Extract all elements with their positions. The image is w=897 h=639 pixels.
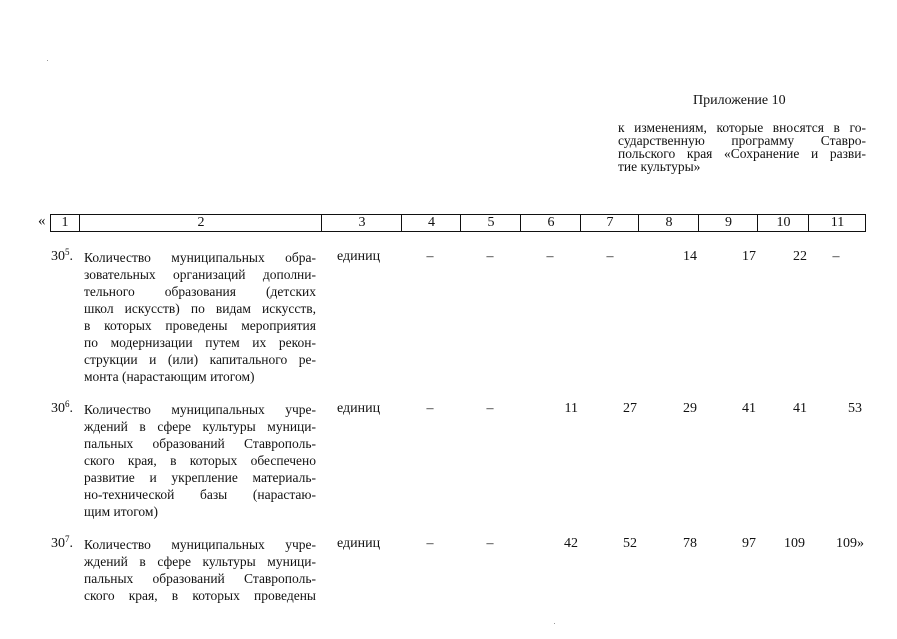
cell-value: 22 bbox=[793, 249, 807, 264]
column-header-9: 9 bbox=[698, 215, 758, 231]
cell-value: – bbox=[606, 249, 614, 264]
row-number-dot: . bbox=[69, 401, 73, 416]
description-line: ждений в сфере культуры муници- bbox=[84, 419, 316, 434]
row-number-base: 30 bbox=[51, 536, 65, 551]
cell-value: 41 bbox=[742, 401, 756, 416]
row-number-dot: . bbox=[69, 536, 73, 551]
description-line: зовательных организаций дополни- bbox=[84, 267, 316, 282]
subtitle-line: тие культуры» bbox=[618, 159, 701, 174]
row-description bbox=[84, 401, 316, 520]
row-description bbox=[84, 536, 316, 604]
column-header-3: 3 bbox=[321, 215, 402, 231]
cell-value: 27 bbox=[623, 401, 637, 416]
cell-value: – bbox=[832, 249, 840, 264]
cell-value: 53 bbox=[848, 401, 862, 416]
cell-value: 11 bbox=[564, 401, 578, 416]
scan-speck bbox=[554, 623, 555, 624]
column-header-4: 4 bbox=[401, 215, 461, 231]
column-header-7: 7 bbox=[580, 215, 639, 231]
cell-value: 109 bbox=[784, 536, 805, 551]
cell-value: – bbox=[546, 249, 554, 264]
row-unit: единиц bbox=[337, 249, 381, 264]
cell-value: 17 bbox=[742, 249, 756, 264]
column-header-1: 1 bbox=[61, 215, 69, 230]
description-line: ского края, в которых проведены bbox=[84, 588, 316, 603]
column-header-11: 11 bbox=[808, 215, 866, 231]
cell-value: 41 bbox=[793, 401, 807, 416]
cell-value: 52 bbox=[623, 536, 637, 551]
table-header-row bbox=[50, 214, 866, 232]
description-line: пальных образований Ставрополь- bbox=[84, 436, 316, 451]
cell-value: 78 bbox=[683, 536, 697, 551]
scan-speck bbox=[47, 60, 48, 61]
row-number-superscript: 7 bbox=[65, 534, 70, 544]
row-number-dot: . bbox=[69, 249, 73, 264]
column-header-10: 10 bbox=[757, 215, 809, 231]
row-number bbox=[51, 401, 73, 417]
row-number-base: 30 bbox=[51, 401, 65, 416]
column-header-5: 5 bbox=[460, 215, 521, 231]
appendix-subtitle bbox=[618, 121, 866, 173]
row-description bbox=[84, 249, 316, 385]
cell-value: – bbox=[486, 536, 494, 551]
subtitle-line: польского края «Сохранение и разви- bbox=[618, 146, 866, 161]
appendix-title: Приложение 10 bbox=[693, 93, 786, 108]
description-line: в которых проведены мероприятия bbox=[84, 318, 316, 333]
row-number bbox=[51, 536, 73, 552]
description-line: но-технической базы (нарастаю- bbox=[84, 487, 316, 502]
description-line: струкции и (или) капитального ре- bbox=[84, 352, 316, 367]
row-number bbox=[51, 249, 73, 265]
cell-value: – bbox=[486, 249, 494, 264]
column-header-2: 2 bbox=[79, 215, 322, 231]
description-line: щим итогом) bbox=[84, 504, 158, 519]
cell-value: – bbox=[426, 536, 434, 551]
subtitle-line: сударственную программу Ставро- bbox=[618, 133, 866, 148]
column-header-8: 8 bbox=[638, 215, 699, 231]
column-header-6: 6 bbox=[520, 215, 581, 231]
description-line: тельного образования (детских bbox=[84, 284, 316, 299]
cell-value: 29 bbox=[683, 401, 697, 416]
description-line: ского края, в которых обеспечено bbox=[84, 453, 316, 468]
description-line: развитие и укрепление материаль- bbox=[84, 470, 316, 485]
subtitle-line: к изменениям, которые вносятся в го- bbox=[618, 120, 866, 135]
description-line: монта (нарастающим итогом) bbox=[84, 369, 255, 384]
description-line: школ искусств) по видам искусств, bbox=[84, 301, 316, 316]
row-number-superscript: 6 bbox=[65, 399, 70, 409]
cell-value: – bbox=[426, 249, 434, 264]
open-quote: « bbox=[38, 213, 46, 229]
cell-value: 109» bbox=[836, 536, 864, 551]
cell-value: – bbox=[486, 401, 494, 416]
cell-value: 42 bbox=[564, 536, 578, 551]
row-unit: единиц bbox=[337, 536, 381, 551]
description-line: Количество муниципальных учре- bbox=[84, 537, 316, 552]
description-line: Количество муниципальных обра- bbox=[84, 250, 316, 265]
row-number-base: 30 bbox=[51, 249, 65, 264]
cell-value: – bbox=[426, 401, 434, 416]
cell-value: 14 bbox=[683, 249, 697, 264]
row-number-superscript: 5 bbox=[65, 247, 70, 257]
cell-value: 97 bbox=[742, 536, 756, 551]
description-line: Количество муниципальных учре- bbox=[84, 402, 316, 417]
description-line: пальных образований Ставрополь- bbox=[84, 571, 316, 586]
description-line: по модернизации путем их рекон- bbox=[84, 335, 316, 350]
row-unit: единиц bbox=[337, 401, 381, 416]
description-line: ждений в сфере культуры муници- bbox=[84, 554, 316, 569]
